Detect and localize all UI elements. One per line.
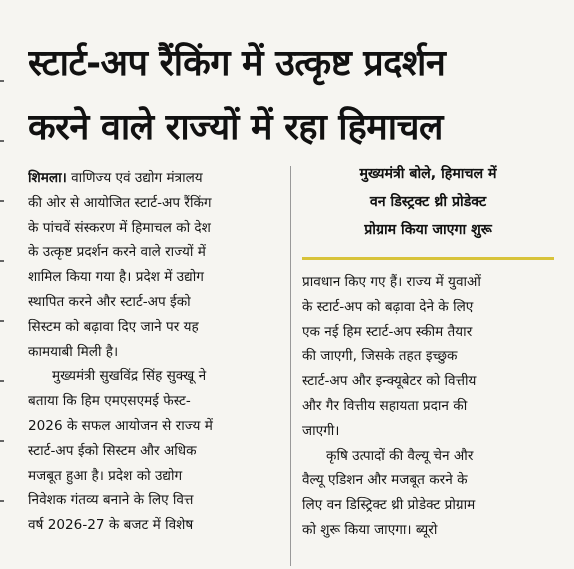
article-line: जाएगी। — [302, 422, 340, 439]
article-line: को शुरू किया जाएगा। ब्यूरो — [302, 521, 438, 538]
headline-line-2: करने वाले राज्यों में रहा हिमाचल — [28, 107, 443, 148]
subheadline — [302, 160, 554, 244]
article-line: की जाएगी, जिसके तहत इच्छुक — [302, 348, 458, 365]
article-line: कामयाबी मिली है। — [28, 343, 119, 360]
article-line: कृषि उत्पादों की वैल्यू चेन और — [326, 447, 474, 464]
article-line: मजबूत हुआ है। प्रदेश को उद्योग — [28, 467, 183, 484]
article-line: मुख्यमंत्री सुखविंद्र सिंह सुक्खू ने — [52, 368, 207, 385]
margin-marks — [0, 80, 6, 560]
article-line: स्टार्ट-अप और इन्क्यूबेटर को वित्तीय — [302, 373, 477, 390]
article-line: एक नई हिम स्टार्ट-अप स्कीम तैयार — [302, 323, 473, 340]
left-column — [28, 166, 276, 538]
subheadline-line-3: प्रोग्राम किया जाएगा शुरू — [364, 222, 492, 238]
article-line: और गैर वित्तीय सहायता प्रदान की — [302, 397, 468, 414]
column-divider — [290, 166, 291, 566]
article-line-text: वाणिज्य एवं उद्योग मंत्रालय — [71, 170, 203, 186]
article-line: लिए वन डिस्ट्रिक्ट थ्री प्रोडेक्ट प्रोग्राम — [302, 497, 476, 514]
article-line: प्रावधान किए गए हैं। राज्य में युवाओं — [302, 274, 481, 290]
article-line: बताया कि हिम एमएसएमई फेस्ट- — [28, 393, 191, 410]
article-line — [28, 166, 276, 191]
article-line: के उत्कृष्ट प्रदर्शन करने वाले राज्यों में — [28, 244, 206, 261]
article-line: स्टार्ट-अप ईको सिस्टम और अधिक — [28, 442, 197, 459]
article-line: 2026 के सफल आयोजन से राज्य में — [28, 417, 213, 434]
article-line: सिस्टम को बढ़ावा दिए जाने पर यह — [28, 318, 199, 335]
headline — [28, 32, 560, 160]
subheadline-line-2: वन डिस्ट्रक्ट थ्री प्रोडेक्ट — [369, 194, 487, 210]
headline-line-1: स्टार्ट-अप रैंकिंग में उत्कृष्ट प्रदर्शन — [28, 43, 446, 84]
subheadline-line-1: मुख्यमंत्री बोले, हिमाचल में — [359, 166, 497, 182]
article-line: के पांचवें संस्करण में हिमाचल को देश — [28, 219, 211, 236]
dateline: शिमला। — [28, 170, 67, 186]
article-line: निवेशक गंतव्य बनाने के लिए वित्त — [28, 492, 194, 509]
article-line: स्थापित करने और स्टार्ट-अप ईको — [28, 293, 191, 310]
article-line: वर्ष 2026-27 के बजट में विशेष — [28, 517, 194, 534]
article-line: के स्टार्ट-अप को बढ़ावा देने के लिए — [302, 298, 474, 315]
subheadline-rule — [302, 257, 554, 260]
article-line: शामिल किया गया है। प्रदेश में उद्योग — [28, 269, 204, 286]
article-line: की ओर से आयोजित स्टार्ट-अप रैंकिंग — [28, 194, 212, 211]
article-line: वैल्यू एडिशन और मजबूत करने के — [302, 472, 468, 489]
right-column — [302, 270, 554, 543]
